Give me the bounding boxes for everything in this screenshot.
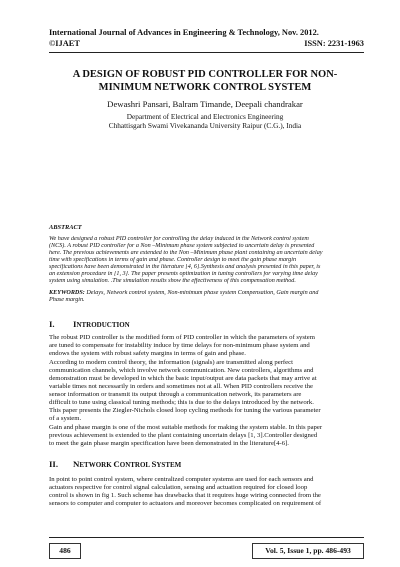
body-line: variable times not necessarily in orders and sometimes not at all. When PID controllers receive the [49,383,313,390]
keywords-label: KEYWORDS: [49,290,85,296]
keywords-line [49,290,364,297]
page-number-box: 486 [49,543,81,559]
section-title-rest: NTRODUCTION [76,321,130,329]
affiliation-university: Chhattisgarh Swami Vivekananda University Raipur (C.G.), India [108,121,302,130]
body-line: difficult to tune using classical tuning methods; this is due to the delays introduced by the network. [49,399,314,406]
volume-box: Vol. 5, Issue 1, pp. 486-493 [252,543,364,559]
body-line: previous achievement is extended to the plant containing uncertain delays [1, 3].Controller designed [49,432,318,439]
title-line-1: A DESIGN OF ROBUST PID CONTROLLER FOR NON- [72,69,338,80]
body-line: communication channels, which involve network communication. New controllers, algorithms and [49,367,314,374]
header-second-line [49,39,364,49]
body-line: According to modern control theory, the information (signals) are transmitted along perfect [49,359,293,366]
paper-title [40,68,370,94]
abstract-line: specifications have been demonstrated in the literature [4, 6].Synthesis and analysis presented in this paper, is [49,264,321,270]
body-line: In point to point control system, where centralized computer systems are used for each sensors and [49,476,314,483]
issn-label: ISSN: 2231-1963 [304,39,364,48]
section-title-rest: YSTEM [156,461,182,469]
section-title-initial: C [113,459,120,469]
section-title-initial: I [73,319,77,329]
header-rule [49,52,364,53]
abstract-line: an extension procedure in [1, 3]. The paper presents optimization in tuning controllers for varying time delay [49,271,318,277]
body-line: endows the system with robust safety margins in terms of gain and phase. [49,350,246,357]
abstract-line: (NCS). A robust PID controller for a Non –Minimum phase system subjected to uncertain delay is presented [49,243,315,249]
body-line: to meet the gain phase margin specification have been demonstrated in the literature[4-6]. [49,440,289,447]
body-line: control is shown in fig 1. Such scheme has drawbacks that it requires huge wiring connected from the [49,492,321,499]
body-line: demonstration must be developed in which the basic input/output are data packets that may arrive at [49,375,317,382]
section-title-initial: S [151,459,157,469]
section-heading-introduction [49,319,130,330]
abstract-line: system using simulation. .The simulation results show the effectiveness of this compensation method. [49,278,296,284]
body-line: Gain and phase margin is one of the most suitable methods for making the system stable. In this paper [49,424,323,431]
keywords-line: Phase margin. [49,297,85,303]
abstract-line: time with specifications in terms of gain and phase. Controller design to meet the gain phase margin [49,257,297,263]
journal-header: International Journal of Advances in Engineering & Technology, Nov. 2012. [49,28,319,37]
title-line-2: MINIMUM NETWORK CONTROL SYSTEM [98,82,312,93]
abstract-heading: ABSTRACT [49,224,82,231]
body-line: actuators respective for control signal calculation, sensing and actuation required for closed loop [49,484,308,491]
body-line: of a system. [49,415,82,422]
copyright-label: ©IJAET [49,39,80,48]
section-title-rest: ETWORK [79,461,114,469]
abstract-line: here. The previous achievements are extended to the Non –Minimum phase plant containing an uncertain delay [49,250,323,256]
abstract-line: We have designed a robust PID controller for controlling the delay induced in the Network control system [49,236,309,242]
section-heading-network-control-system [49,459,181,470]
body-line: sensor information or transmit its output through a communication network, its parameters are [49,391,302,398]
section-number: I. [49,319,55,329]
authors: Dewashri Pansari, Balram Timande, Deepali chandrakar [107,99,303,109]
body-line: This paper presents the Ziegler-Nichols closed loop cycling methods for tuning the various parameter [49,407,321,414]
section-title-rest: ONTROL [119,461,152,469]
body-line: sensors to computer and computer to actuators and moreover becomes complicated on requirement of [49,500,322,507]
section-number: II. [49,459,59,469]
affiliation-dept: Department of Electrical and Electronics Engineering [126,112,284,121]
keywords-text: Delays, Network control system, Non-minimum phase system Compensation, Gain margin and [86,290,319,296]
body-line: The robust PID controller is the modified form of PID controller in which the parameters of system [49,334,315,341]
section-title-initial: N [73,459,80,469]
footer-rule [49,537,364,538]
body-line: are tuned to compensate for instability induce by time delays for non-minimum phase system and [49,342,310,349]
